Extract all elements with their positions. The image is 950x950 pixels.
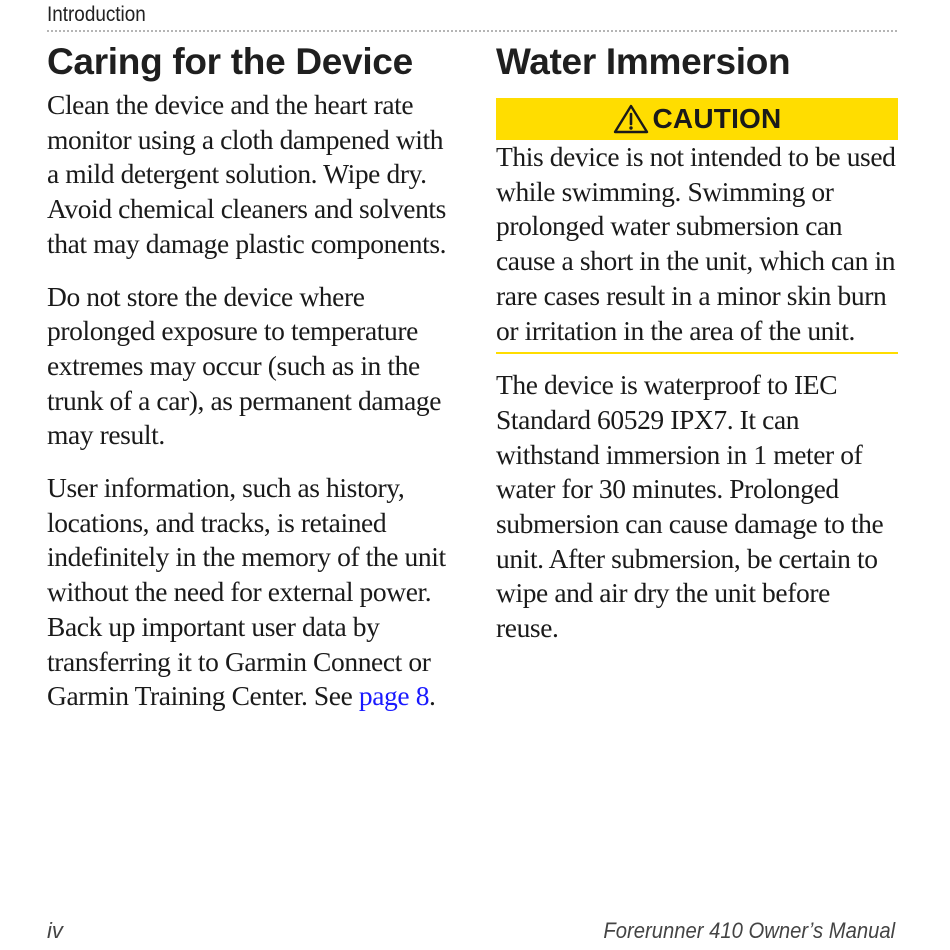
manual-title: Forerunner 410 Owner’s Manual <box>603 918 895 943</box>
paragraph-user-info <box>47 471 457 714</box>
caution-text: This device is not intended to be used while swimming. Swimming or prolonged water submersion can cause a short in the unit, which can in rare cases result in a minor skin burn or irritation in the area of the unit. <box>496 141 896 346</box>
user-info-text: User information, such as history, locations, and tracks, is retained indefinitely in the memory of the unit without the need for external power. Back up important user data by transferring it to Garmin Connect or Garmin Training Center. See <box>47 472 446 712</box>
paragraph-waterproof: The device is waterproof to IEC Standard 60529 IPX7. It can withstand immersion in 1 meter of water for 30 minutes. Prolonged submersion can cause damage to the unit. After submersion, be certain to wipe and air dry the unit before reuse. <box>496 369 884 644</box>
section-title-water: Water Immersion <box>496 41 791 82</box>
running-header: Introduction <box>47 3 146 26</box>
left-column <box>47 40 457 732</box>
user-info-end: . <box>429 680 436 712</box>
right-column <box>496 40 898 646</box>
page-8-link[interactable]: page 8 <box>358 680 430 712</box>
caution-banner <box>496 98 898 140</box>
caution-rule <box>496 352 898 354</box>
page-number: iv <box>47 918 63 943</box>
header-rule <box>47 30 897 32</box>
warning-triangle-icon <box>613 104 649 134</box>
caution-label: CAUTION <box>652 103 782 134</box>
paragraph-storage: Do not store the device where prolonged exposure to temperature extremes may occur (such as in the trunk of a car), as permanent damage may result. <box>47 280 442 451</box>
section-title-caring: Caring for the Device <box>47 41 413 82</box>
paragraph-cleaning: Clean the device and the heart rate monitor using a cloth dampened with a mild detergent solution. Wipe dry. Avoid chemical cleaners and solvents that may damage plastic components. <box>47 89 447 259</box>
